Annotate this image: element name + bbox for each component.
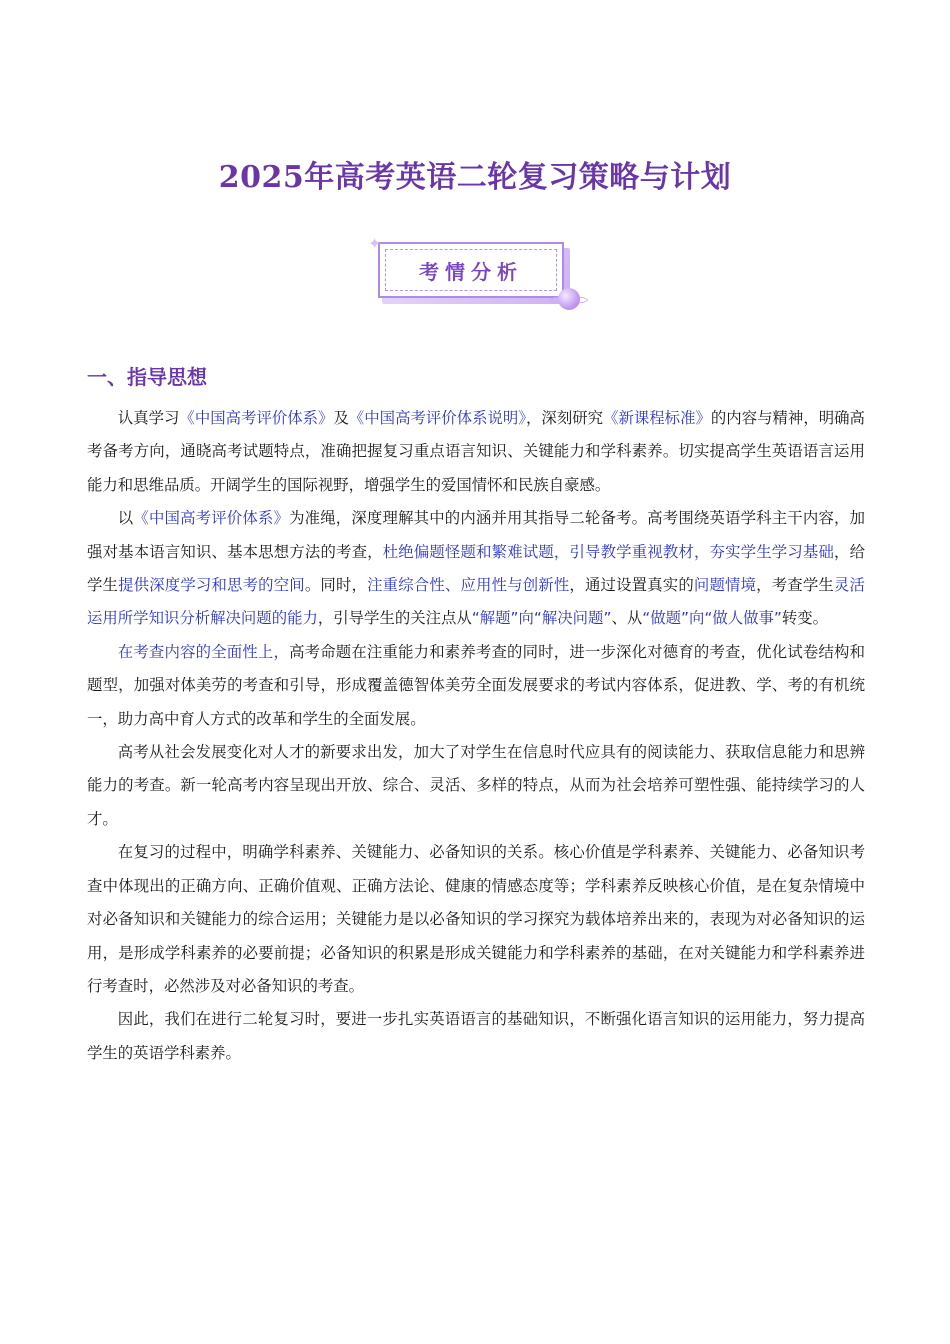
paragraph-text: 高考从社会发展变化对人才的新要求出发，加大了对学生在信息时代应具有的阅读能力、获取信息能力和思辨能力的考查。新一轮高考内容呈现出开放、综合、灵活、多样的特点，从而为社会培养可塑性强、能持续学习的人才。 — [87, 743, 865, 828]
highlight-text: 杜绝偏题怪题和繁难试题，引导教学重视教材，夯实学生学习基础 — [382, 542, 835, 561]
paragraph-text: ，考查学生 — [756, 576, 834, 595]
paragraph-text: ，深刻研究 — [526, 409, 604, 427]
sparkle-icon: ✦ — [368, 234, 382, 253]
highlight-text: 在考查内容的全面性上， — [117, 642, 290, 661]
paragraph-6 — [87, 1003, 865, 1070]
highlight-text: 《中国高考评价体系说明》 — [348, 409, 527, 427]
paragraph-text: ，给学生 — [87, 542, 865, 595]
paragraph-4 — [87, 736, 865, 836]
paragraph-text: 。同时， — [304, 576, 368, 595]
paragraph-text: 、从 — [611, 609, 643, 628]
badge-frame — [378, 242, 564, 298]
page-title: 2025年高考英语二轮复习策略与计划 — [218, 160, 732, 195]
highlight-text: “解题”向“解决问题” — [471, 609, 612, 628]
highlight-text: 《中国高考评价体系》 — [133, 509, 290, 528]
paragraph-text: 认真学习 — [117, 409, 180, 427]
badge-label: 考情分析 — [419, 259, 523, 284]
body-text — [87, 402, 865, 1070]
paragraph-text: 为准绳，深度理解其中的内涵并用其指导二轮备考。高考围绕英语学科主干内容，加强对基本语言知识、基本思想方法的考查， — [87, 509, 865, 561]
paragraph-text: ，引导学生的关注点从 — [317, 609, 472, 628]
paragraph-3 — [87, 636, 865, 736]
paragraph-2 — [87, 502, 865, 636]
section-badge — [368, 236, 590, 316]
paragraph-text: 在复习的过程中，明确学科素养、关键能力、必备知识的关系。核心价值是学科素养、关键能力、必备知识考查中体现出的正确方向、正确价值观、正确方法论、健康的情感态度等；学科素养反映核心价值，是在复杂情境中对必备知识和关键能力的综合运用；关键能力是以必备知识的学习探究为载体培养出来的，表现为对必备知识的运用，是形成学科素养的必要前提；必备知识的积累是形成关键能力和学科素养的基础，在对关键能力和学科素养进行考查时，必然涉及对必备知识的考查。 — [87, 843, 865, 995]
highlight-text: 《中国高考评价体系》 — [179, 409, 334, 427]
paragraph-text: ，通过设置真实的 — [569, 576, 694, 595]
highlight-text: 提供深度学习和思考的空间 — [118, 576, 305, 595]
highlight-text: 《新课程标准》 — [603, 409, 711, 427]
paragraph-text: 以 — [117, 509, 134, 528]
highlight-text: 灵活运用所学知识分析解决问题的能力 — [87, 576, 865, 628]
paragraph-text: 及 — [333, 409, 349, 427]
badge-dashed-border — [385, 249, 557, 291]
paragraph-text: 的内容与精神，明确高考备考方向，通晓高考试题特点，准确把握复习重点语言知识、关键能力和学科素养。切实提高学生英语语言运用能力和思维品质。开阔学生的国际视野，增强学生的爱国情怀和民族自豪感。 — [87, 409, 865, 494]
planet-icon — [558, 288, 580, 310]
paragraph-5 — [87, 836, 865, 1003]
paragraph-text: 因此，我们在进行二轮复习时，要进一步扎实英语语言的基础知识，不断强化语言知识的运用能力，努力提高学生的英语学科素养。 — [87, 1010, 865, 1062]
section-heading: 一、指导思想 — [87, 365, 207, 389]
paragraph-text: 高考命题在注重能力和素养考查的同时，进一步深化对德育的考查，优化试卷结构和题型，加强对体美劳的考查和引导，形成覆盖德智体美劳全面发展要求的考试内容体系，促进教、学、考的有机统一，助力高中育人方式的改革和学生的全面发展。 — [87, 642, 865, 728]
highlight-text: 问题情境 — [693, 576, 757, 595]
paragraph-text: 转变。 — [781, 609, 829, 628]
paragraph-1 — [87, 402, 865, 502]
highlight-text: “做题”向“做人做事” — [642, 609, 782, 628]
highlight-text: 注重综合性、应用性与创新性 — [367, 576, 570, 595]
